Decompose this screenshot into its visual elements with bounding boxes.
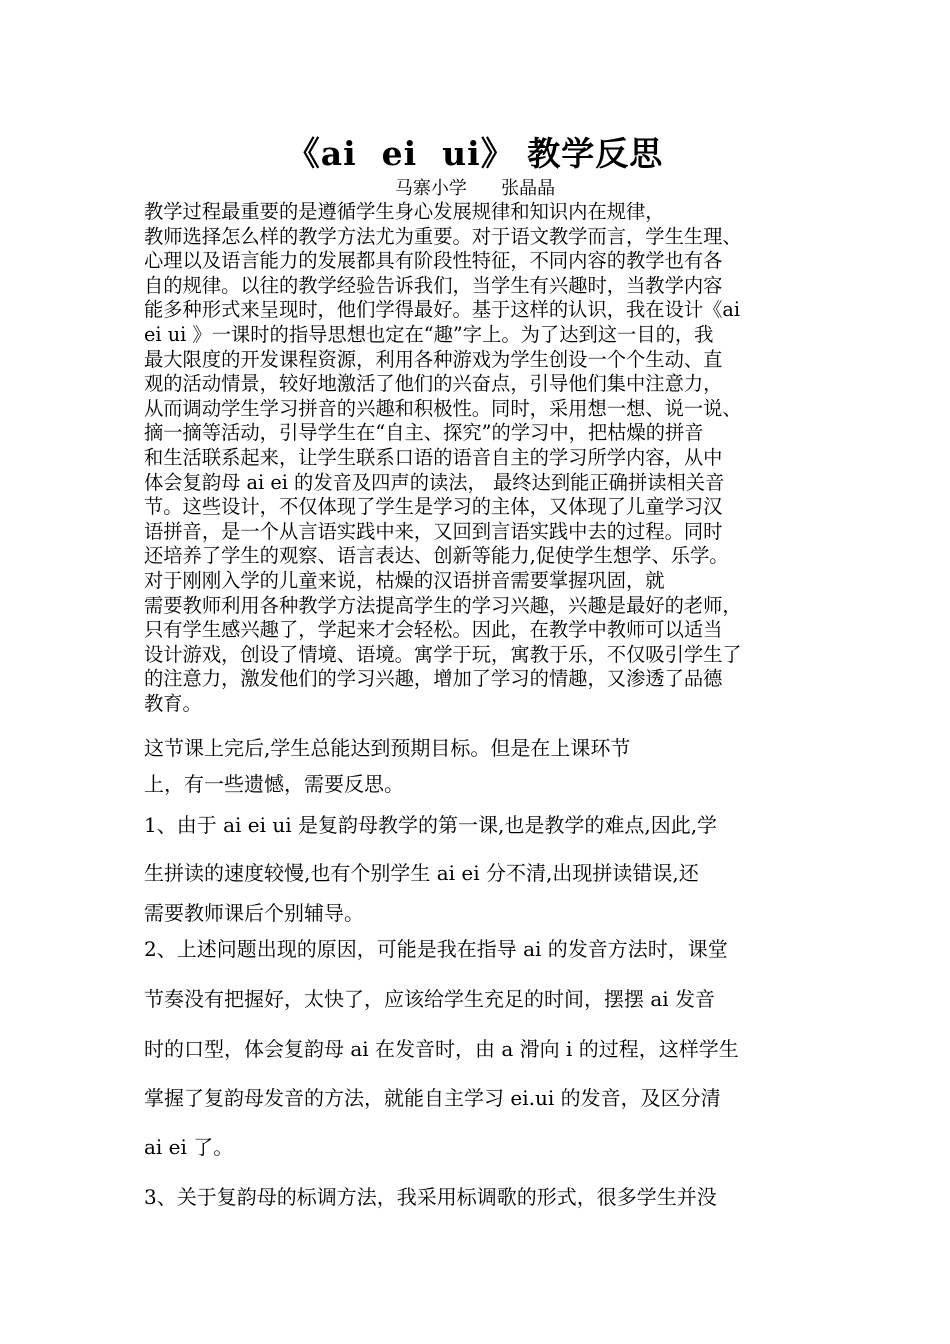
text-line: 摘一摘等活动，引导学生在“自主、探究”的学习中，把枯燥的拼音 xyxy=(144,421,704,445)
document-title: 《ai ei ui》 教学反思 xyxy=(286,134,664,173)
text-line: 语拼音，是一个从言语实践中来，又回到言语实践中去的过程。同时 xyxy=(144,519,723,543)
paragraph-1 xyxy=(144,200,824,569)
text-line: 从而调动学生学习拼音的兴趣和积极性。同时，采用想一想、说一说、 xyxy=(144,396,742,420)
text-line: 设计游戏，创设了情境、语境。寓学于玩，寓教于乐，不仅吸引学生了 xyxy=(144,642,742,666)
text-line: 和生活联系起来，让学生联系口语的语音自主的学习所学内容，从中 xyxy=(144,445,723,469)
text-line: 心理以及语言能力的发展都具有阶段性特征，不同内容的教学也有各 xyxy=(144,249,723,273)
text-line: 掌握了复韵母发音的方法，就能自主学习 ei.ui 的发音，及区分清 xyxy=(144,1086,721,1110)
text-line: 教师选择怎么样的教学方法尤为重要。对于语文教学而言，学生生理、 xyxy=(144,224,742,248)
text-line: ei ui 》一课时的指导思想也定在“趣”字上。为了达到这一目的，我 xyxy=(144,322,714,346)
text-line: 1、由于 ai ei ui 是复韵母教学的第一课,也是教学的难点,因此,学 xyxy=(144,813,718,837)
text-line: 的注意力，激发他们的学习兴趣，增加了学习的情趣，又渗透了品德 xyxy=(144,667,723,691)
author-line: 马寨小学 张晶晶 xyxy=(394,178,556,199)
text-line: 教学过程最重要的是遵循学生身心发展规律和知识内在规律， xyxy=(144,200,665,223)
text-line: 时的口型，体会复韵母 ai 在发音时，由 a 滑向 i 的过程，这样学生 xyxy=(144,1037,739,1061)
text-line: 自的规律。以往的教学经验告诉我们，当学生有兴趣时，当教学内容 xyxy=(144,273,723,297)
text-line: 节。这些设计，不仅体现了学生是学习的主体，又体现了儿童学习汉 xyxy=(144,495,723,519)
text-line: 这节课上完后,学生总能达到预期目标。但是在上课环节 xyxy=(144,736,631,760)
text-line: 还培养了学生的观察、语言表达、创新等能力,促使学生想学、乐学。 xyxy=(144,544,729,568)
text-line: 上，有一些遗憾，需要反思。 xyxy=(144,772,404,796)
text-line: 能多种形式来呈现时，他们学得最好。基于这样的认识，我在设计《ai xyxy=(144,298,741,322)
text-line: 3、关于复韵母的标调方法，我采用标调歌的形式，很多学生并没 xyxy=(144,1185,717,1209)
text-line: 教育。 xyxy=(144,691,202,715)
text-line: 最大限度的开发课程资源，利用各种游戏为学生创设一个个生动、直 xyxy=(144,347,723,371)
text-line: 体会复韵母 ai ei 的发音及四声的读法， 最终达到能正确拼读相关音 xyxy=(144,470,725,494)
text-line: ai ei 了。 xyxy=(144,1135,234,1159)
text-line: 对于刚刚入学的儿童来说，枯燥的汉语拼音需要掌握巩固，就 xyxy=(144,569,665,592)
text-line: 只有学生感兴趣了，学起来才会轻松。因此，在教学中教师可以适当 xyxy=(144,618,723,642)
text-line: 生拼读的速度较慢,也有个别学生 ai ei 分不清,出现拼读错误,还 xyxy=(144,861,699,885)
text-line: 观的活动情景，较好地激活了他们的兴奋点，引导他们集中注意力， xyxy=(144,372,723,396)
text-line: 节奏没有把握好，太快了，应该给学生充足的时间，摆摆 ai 发音 xyxy=(144,987,716,1011)
text-line: 需要教师利用各种教学方法提高学生的学习兴趣，兴趣是最好的老师， xyxy=(144,593,742,617)
text-line: 需要教师课后个别辅导。 xyxy=(144,901,364,925)
text-line: 2、上述问题出现的原因，可能是我在指导 ai 的发音方法时，课堂 xyxy=(144,937,728,961)
paragraph-2 xyxy=(144,569,824,717)
